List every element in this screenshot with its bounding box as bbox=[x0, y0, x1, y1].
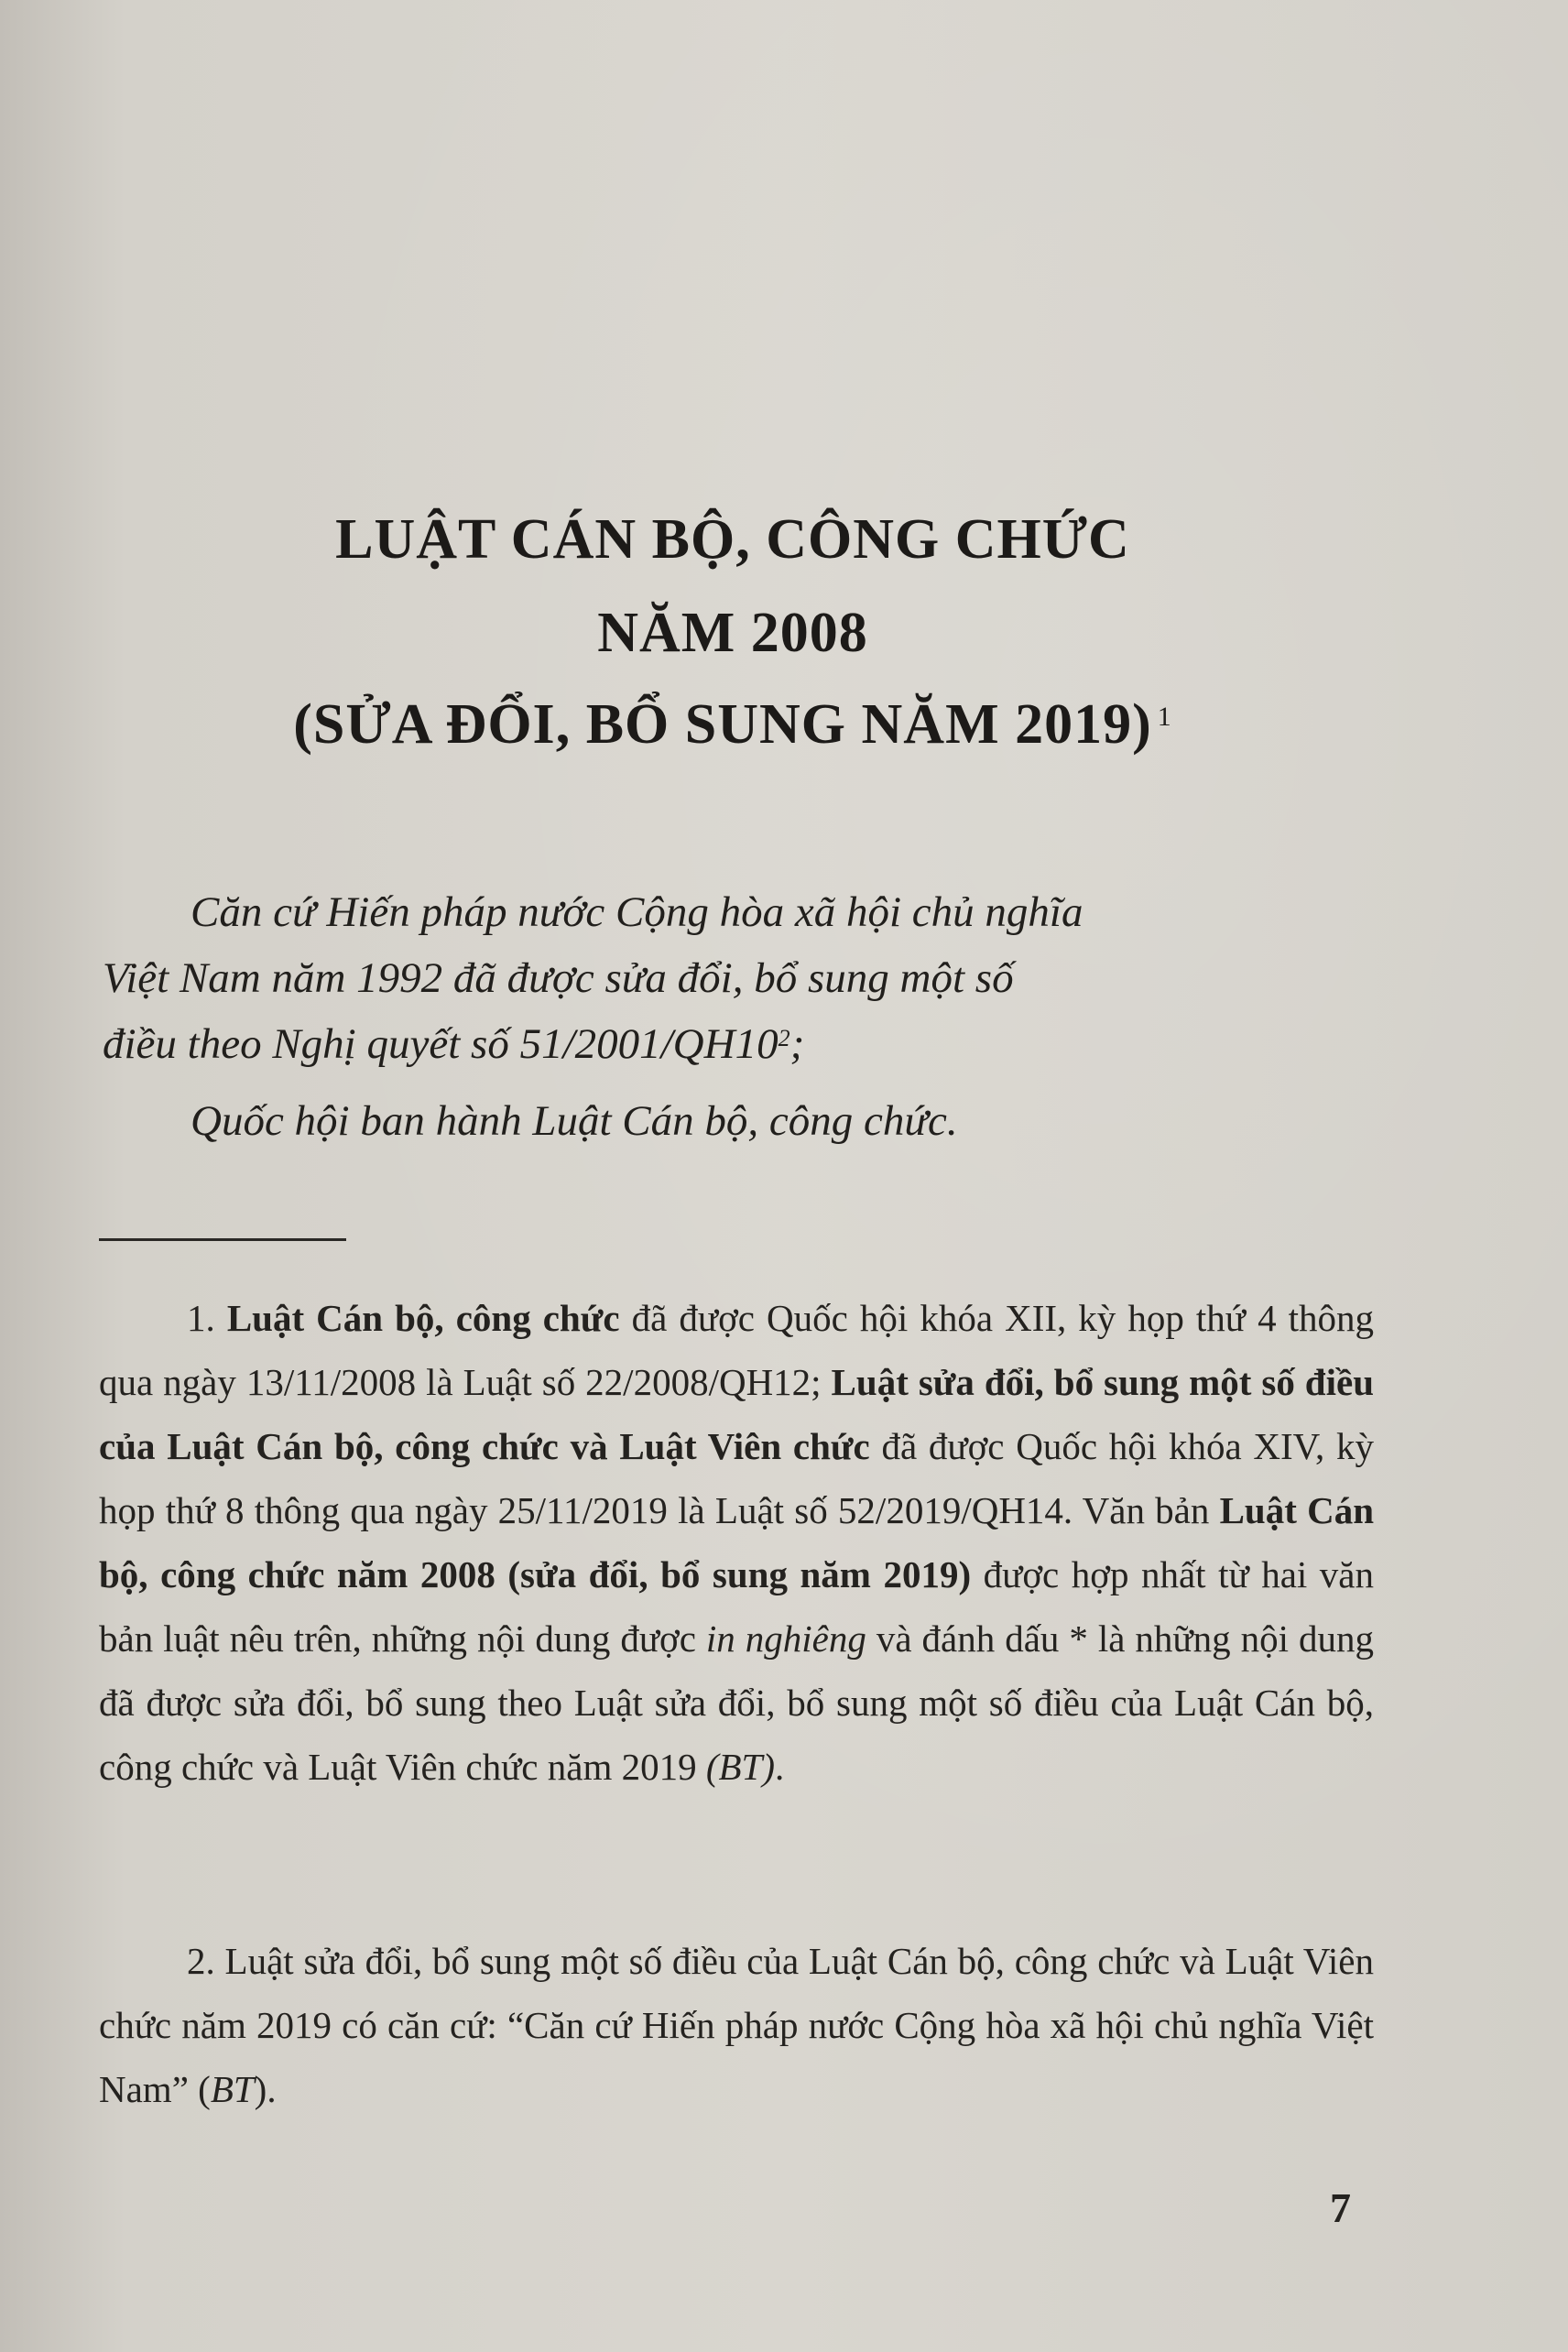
law-title-line-2: NĂM 2008 bbox=[597, 602, 868, 664]
footnote-1-text-1: đã được Quốc hội khóa XII, kỳ họp thứ 4 thông qua ngày 13/11/2008 là Luật số 22/2008/QH12; bbox=[99, 1297, 1375, 1403]
footnote-1-italic-1: in nghiêng bbox=[705, 1617, 866, 1660]
footnote-1-number: 1. bbox=[187, 1297, 227, 1339]
footnote-2-italic: BT bbox=[210, 2068, 255, 2110]
footnote-1-bold-1: Luật Cán bộ, công chức bbox=[226, 1297, 620, 1339]
footnote-1-text-5: . bbox=[775, 1746, 785, 1788]
law-title-line-3-text: (SỬA ĐỔI, BỔ SUNG NĂM 2019) bbox=[293, 693, 1152, 756]
footnote-2 bbox=[99, 1929, 1374, 2121]
footnote-1 bbox=[99, 1286, 1374, 1799]
page-number: 7 bbox=[1330, 2184, 1351, 2231]
preamble-line-2: Việt Nam năm 1992 đã được sửa đổi, bổ sung một số bbox=[103, 954, 1014, 1002]
preamble-line-3-text: điều theo Nghị quyết số 51/2001/QH10 bbox=[103, 1020, 779, 1068]
preamble-line-1: Căn cứ Hiến pháp nước Cộng hòa xã hội chủ nghĩa bbox=[191, 888, 1083, 936]
footnote-2-text-2: ). bbox=[254, 2068, 277, 2110]
footnote-1-bold-2: Luật sửa đổi, bổ sung một số điều của Luật Cán bộ, công chức và Luật Viên chức bbox=[99, 1361, 1374, 1467]
footnote-separator bbox=[99, 1238, 346, 1241]
footnote-1-bold-3: Luật Cán bộ, công chức năm 2008 (sửa đổi, bổ sung năm 2019) bbox=[99, 1489, 1375, 1595]
footnote-1-italic-2: (BT) bbox=[705, 1746, 776, 1788]
footnote-1-text-3: được hợp nhất từ hai văn bản luật nêu trên, những nội dung được bbox=[99, 1553, 1375, 1660]
footnote-ref-1: 1 bbox=[1157, 702, 1172, 732]
footnote-1-text-4: và đánh dấu * là những nội dung đã được sửa đổi, bổ sung theo Luật sửa đổi, bổ sung một số điều của Luật Cán bộ, công chức và Luật Viên chức năm 2019 bbox=[99, 1617, 1374, 1788]
preamble-line-3-end: ; bbox=[789, 1020, 805, 1068]
law-title-line-1: LUẬT CÁN BỘ, CÔNG CHỨC bbox=[335, 508, 1130, 571]
law-title-line-3 bbox=[275, 693, 1191, 756]
footnote-2-text-1: 2. Luật sửa đổi, bổ sung một số điều của Luật Cán bộ, công chức và Luật Viên chức năm 2019 có căn cứ: “Căn cứ Hiến pháp nước Cộng hòa xã hội chủ nghĩa Việt Nam” ( bbox=[99, 1940, 1374, 2110]
footnote-1-text-2: đã được Quốc hội khóa XIV, kỳ họp thứ 8 thông qua ngày 25/11/2019 là Luật số 52/2019/QH14. Văn bản bbox=[99, 1425, 1374, 1531]
preamble-line-3 bbox=[103, 1011, 1376, 1077]
footnote-ref-2: 2 bbox=[778, 1025, 790, 1051]
preamble-enactment: Quốc hội ban hành Luật Cán bộ, công chức. bbox=[191, 1097, 958, 1145]
preamble-constitution bbox=[103, 879, 1376, 1077]
